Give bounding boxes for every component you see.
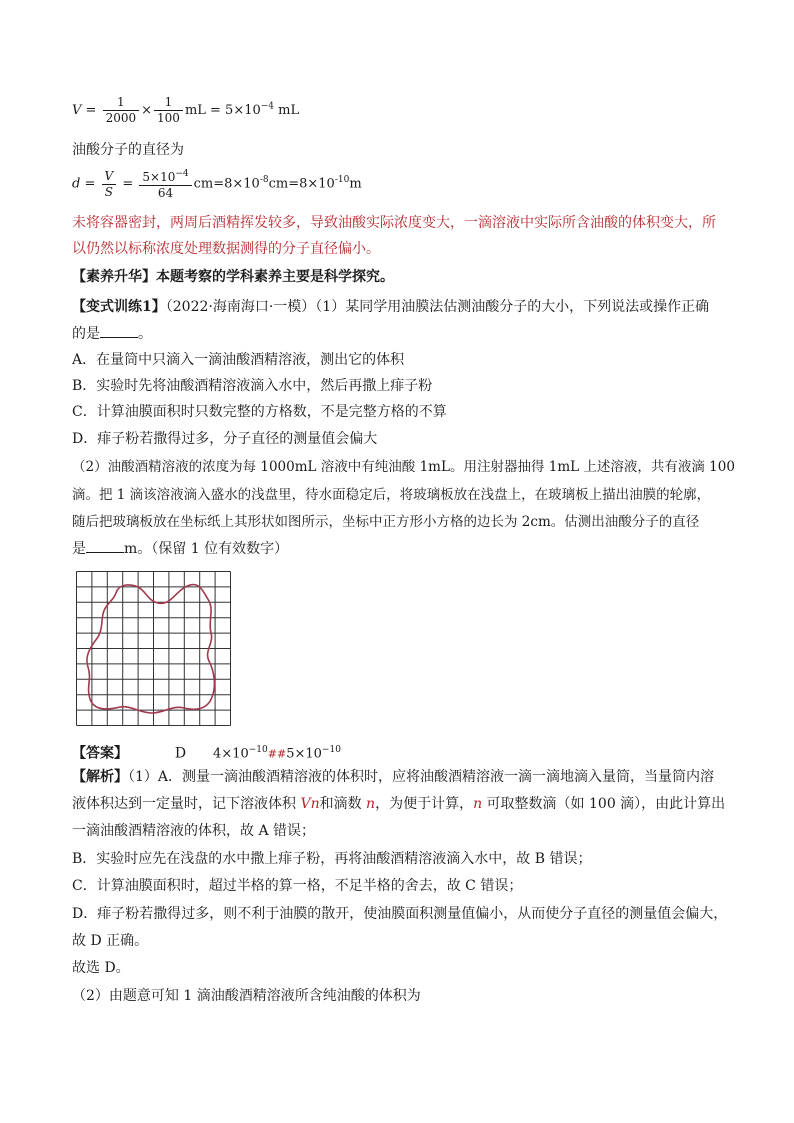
answer-value: 5×10 <box>286 746 322 762</box>
variant-q1-line1 <box>72 298 724 316</box>
analysis-var: n <box>366 796 376 812</box>
variant-heading: 【变式训练1】 <box>72 299 166 315</box>
option-b: B．实验时先将油酸酒精溶液滴入水中，然后再撒上痱子粉 <box>72 378 433 394</box>
analysis-text: 和滴数 <box>319 796 367 812</box>
analysis-line: 故选 D。 <box>72 960 130 976</box>
fraction-den: 100 <box>157 111 180 125</box>
formula-exp: −4 <box>260 101 275 112</box>
red-paragraph-line: 未将容器密封，两周后酒精挥发较多，导致油酸实际浓度变大，一滴溶液中实际所含油酸的体积变大，所 <box>72 215 716 231</box>
answer-label: 【答案】 <box>72 745 128 762</box>
answer-exp: −10 <box>248 745 268 755</box>
red-paragraph-line: 以仍然以标称浓度处理数据测得的分子直径偏小。 <box>72 241 380 257</box>
formula-exp: −4 <box>175 169 189 179</box>
q1-text: 。 <box>138 326 152 342</box>
q2-line: 随后把玻璃板放在坐标纸上其形状如图所示，坐标中正方形小方格的边长为 2cm。估测出油酸分子的直径 <box>72 514 700 530</box>
variant-source: （2022·海南海口·一模） <box>165 299 316 315</box>
formula-eq: = <box>85 103 97 118</box>
answer-exp: −10 <box>321 745 341 755</box>
formula-rhs: mL = 5×10 <box>184 103 261 118</box>
q2-line: （2）油酸酒精溶液的浓度为每 1000mL 溶液中有纯油酸 1mL。用注射器抽得 1mL 上述溶液，共有液滴 100 <box>72 459 735 475</box>
analysis-var: Vn <box>300 796 320 812</box>
formula-rhs: cm=8×10 <box>268 176 335 192</box>
diameter-label: 油酸分子的直径为 <box>72 142 184 158</box>
fraction-num: V <box>102 169 117 185</box>
formula-eq: = <box>84 176 96 192</box>
fraction-den: 64 <box>157 186 174 200</box>
answer-blank <box>100 325 138 338</box>
formula-eq: = <box>122 176 134 192</box>
analysis-line <box>72 795 724 813</box>
analysis-line <box>72 768 724 786</box>
q2-last-line <box>72 540 724 558</box>
analysis-line: （2）由题意可知 1 滴油酸酒精溶液所含纯油酸的体积为 <box>72 988 421 1004</box>
option-d: D．痱子粉若撒得过多，分子直径的测量值会偏大 <box>72 431 378 447</box>
analysis-var: n <box>473 796 483 812</box>
q2-line: 滴。把 1 滴该溶液滴入盛水的浅盘里，待水面稳定后，将玻璃板放在浅盘上，在玻璃板上描出油膜的轮廓， <box>72 487 711 503</box>
answer-blank <box>86 540 124 553</box>
analysis-line: 一滴油酸酒精溶液的体积，故 A 错误； <box>72 823 316 839</box>
fraction-num: 1 <box>154 95 183 111</box>
analysis-line: B．实验时应先在浅盘的水中撒上痱子粉，再将油酸酒精溶液滴入水中，故 B 错误； <box>72 851 592 867</box>
fraction <box>103 95 140 126</box>
analysis-line: C．计算油膜面积时，超过半格的算一格，不足半格的舍去，故 C 错误； <box>72 878 523 894</box>
analysis-text: ，为便于计算， <box>375 796 474 812</box>
fraction <box>139 167 191 201</box>
option-c: C．计算油膜面积时只数完整的方格数，不是完整方格的不算 <box>72 404 447 420</box>
answer-separator: ## <box>267 747 287 761</box>
analysis-line: 故 D 正确。 <box>72 933 149 949</box>
analysis-line: D．痱子粉若撒得过多，则不利于油膜的散开，使油膜面积测量值偏小，从而使分子直径的测量值会偏大， <box>72 906 728 922</box>
formula-var: V <box>72 103 82 118</box>
fraction-den: S <box>104 184 113 199</box>
answer-line <box>72 741 724 764</box>
suyang-note: 【素养升华】本题考察的学科素养主要是科学探究。 <box>72 269 394 285</box>
option-a: A．在量筒中只滴入一滴油酸酒精溶液，测出它的体积 <box>72 352 405 368</box>
analysis-text: 可取整数滴（如 100 滴），由此计算出 <box>482 796 726 812</box>
formula-diameter <box>72 167 724 201</box>
analysis-text: 液体积达到一定量时，记下溶液体积 <box>72 796 301 812</box>
formula-unit: mL <box>274 103 300 118</box>
formula-exp: -10 <box>334 175 350 186</box>
q2-text: 是 <box>72 541 86 557</box>
answer-choice: D <box>174 745 187 762</box>
formula-unit: m <box>349 176 362 192</box>
formula-exp: -8 <box>259 175 269 186</box>
oil-film-grid-figure <box>76 571 231 726</box>
variant-q1-text: （1）某同学用油膜法估测油酸分子的大小，下列说法或操作正确 <box>315 299 710 315</box>
formula-volume <box>72 95 724 126</box>
q1-text: 的是 <box>72 326 100 342</box>
fraction <box>154 95 183 126</box>
fraction-den: 2000 <box>105 111 137 125</box>
analysis-text: （1）A．测量一滴油酸酒精溶液的体积时，应将油酸酒精溶液一滴一滴地滴入量筒，当量筒内溶 <box>128 769 715 785</box>
formula-times: × <box>141 103 153 118</box>
variant-q1-line2 <box>72 325 724 343</box>
formula-var: d <box>72 176 81 192</box>
fraction <box>102 169 117 200</box>
q2-text: m。（保留 1 位有效数字） <box>124 541 289 557</box>
fraction-num: 1 <box>103 95 140 111</box>
formula-rhs: cm=8×10 <box>193 176 260 192</box>
analysis-label: 【解析】 <box>72 769 128 785</box>
answer-value: 4×10 <box>213 746 249 762</box>
fraction-num: 5×10 <box>142 170 176 184</box>
coordinate-grid <box>77 572 231 726</box>
